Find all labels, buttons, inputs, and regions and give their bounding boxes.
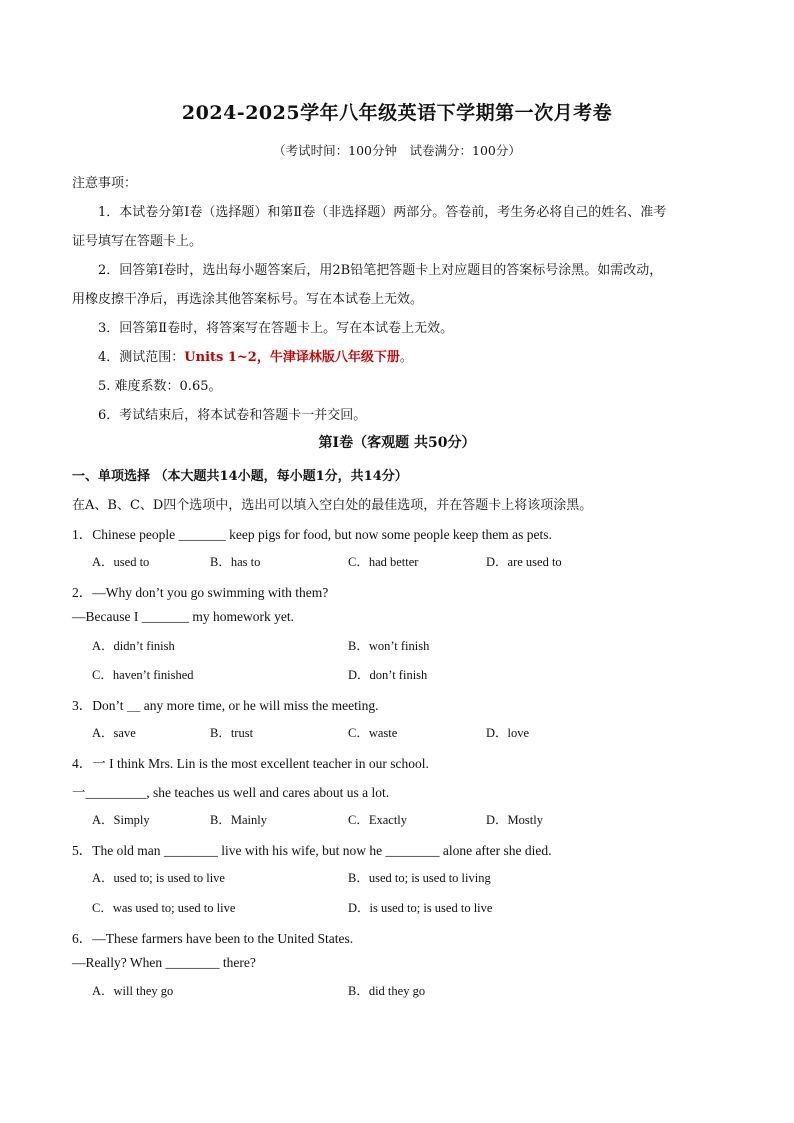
option-b: B．Mainly (210, 813, 267, 827)
option-b: B．trust (210, 726, 254, 740)
question-5-options-row2 (92, 898, 732, 916)
option-c: C．waste (348, 726, 398, 740)
exam-info: （考试时间：100分钟 试卷满分：100分） (273, 143, 521, 158)
option-d: D．is used to; is used to live (348, 901, 493, 915)
part1-title: 第Ⅰ卷（客观题 共50分） (318, 435, 476, 451)
question-4-options (92, 810, 732, 828)
option-c: C．Exactly (348, 813, 408, 827)
question-5-stem: 5．The old man ________ live with his wife, but now he ________ alone after she died. (72, 843, 552, 858)
question-2-options-row1 (92, 636, 732, 654)
question-2-reply: —Because I _______ my homework yet. (72, 609, 294, 624)
question-2-stem: 2．—Why don’t you go swimming with them? (72, 585, 329, 600)
question-5-options-row1 (92, 868, 732, 886)
note-4-suffix: 。 (399, 350, 413, 365)
section-title: 一、单项选择 （本大题共14小题，每小题1分，共14分） (72, 469, 408, 484)
test-scope: Units 1~2，牛津译林版八年级下册 (184, 350, 400, 365)
note-2b: 用橡皮擦干净后，再选涂其他答案标号。写在本试卷上无效。 (72, 292, 424, 307)
option-c: C．haven’t finished (92, 668, 194, 682)
option-a: A．didn’t finish (92, 639, 175, 653)
notes-heading: 注意事项： (72, 176, 138, 191)
option-b: B．won’t finish (348, 639, 430, 653)
option-b: B．used to; is used to living (348, 871, 491, 885)
question-3-options (92, 723, 732, 741)
option-c: C．had better (348, 555, 419, 569)
option-d: D．love (486, 726, 530, 740)
question-6-options (92, 981, 732, 999)
question-6-reply: —Really? When ________ there? (72, 955, 256, 970)
note-3: 3．回答第Ⅱ卷时，将答案写在答题卡上。写在本试卷上无效。 (98, 321, 454, 336)
option-b: B．did they go (348, 984, 426, 998)
question-6-stem: 6．—These farmers have been to the United States. (72, 931, 354, 946)
option-a: A．Simply (92, 813, 150, 827)
note-1b: 证号填写在答题卡上。 (72, 234, 203, 249)
note-5: 5. 难度系数：0.65。 (98, 379, 222, 394)
note-2a: 2．回答第Ⅰ卷时，选出每小题答案后，用2B铅笔把答题卡上对应题目的答案标号涂黑。如需改动， (98, 263, 663, 278)
page-title: 2024-2025学年八年级英语下学期第一次月考卷 (181, 102, 613, 124)
question-4-stem: 4．一 I think Mrs. Lin is the most excellent teacher in our school. (72, 756, 429, 771)
question-3-stem: 3．Don’t ＿ any more time, or he will miss the meeting. (72, 698, 379, 713)
option-c: C．was used to; used to live (92, 901, 236, 915)
option-a: A．used to; is used to live (92, 871, 225, 885)
note-4 (98, 346, 413, 365)
question-1-options (92, 552, 732, 570)
option-d: D．are used to (486, 555, 562, 569)
section-instruction: 在A、B、C、D四个选项中，选出可以填入空白处的最佳选项，并在答题卡上将该项涂黑。 (72, 498, 593, 513)
question-1-stem: 1．Chinese people _______ keep pigs for food, but now some people keep them as pets. (72, 527, 552, 542)
option-d: D．don’t finish (348, 668, 428, 682)
question-2-options-row2 (92, 665, 732, 683)
option-a: A．will they go (92, 984, 174, 998)
option-a: A．used to (92, 555, 150, 569)
option-a: A．save (92, 726, 136, 740)
option-b: B．has to (210, 555, 261, 569)
note-4-prefix: 4．测试范围： (98, 350, 185, 365)
note-6: 6．考试结束后，将本试卷和答题卡一并交回。 (98, 408, 367, 423)
note-1a: 1．本试卷分第Ⅰ卷（选择题）和第Ⅱ卷（非选择题）两部分。答卷前，考生务必将自己的姓名、准考 (98, 205, 667, 220)
question-4-reply: 一_________, she teaches us well and cares about us a lot. (72, 785, 390, 800)
option-d: D．Mostly (486, 813, 543, 827)
